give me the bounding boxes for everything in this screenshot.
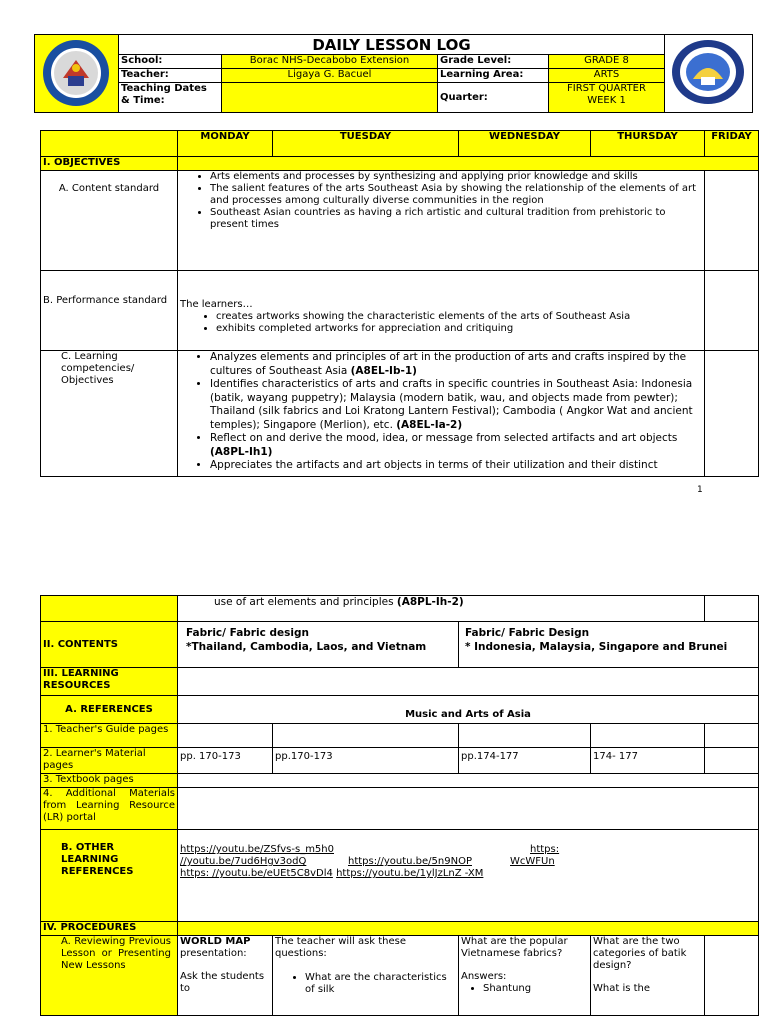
grade-value: GRADE 8	[549, 55, 665, 69]
contents-wed-thu: Fabric/ Fabric Design * Indonesia, Malaysia, Singapore and Brunei	[459, 622, 759, 668]
lm-label: 2. Learner's Material pages	[41, 748, 178, 774]
video-link[interactable]: https://youtu.be/1ylJzLnZ -XM	[336, 868, 484, 879]
right-logo-cell	[665, 35, 753, 113]
references-label: A. REFERENCES	[41, 696, 178, 724]
links-cell	[178, 830, 759, 922]
performance-list	[180, 311, 702, 335]
review-tuesday: The teacher will ask these questions: • What are the characteristics of silk	[273, 936, 459, 1016]
day-monday: MONDAY	[178, 131, 273, 157]
teacher-label: Teacher:	[119, 69, 222, 83]
video-link[interactable]: https://youtu.be/5n9NOP	[348, 856, 472, 867]
deped-seal-icon	[41, 38, 111, 108]
quarter-label: Quarter:	[438, 83, 549, 113]
competencies-label: C. Learning competencies/ Objectives	[41, 351, 178, 477]
day-wednesday: WEDNESDAY	[459, 131, 591, 157]
list-item: • Shantung	[483, 983, 588, 995]
dates-label: Teaching Dates & Time:	[119, 83, 222, 113]
lm-monday: pp. 170-173	[178, 748, 273, 774]
additional-label: 4. Additional Materials from Learning Resource (LR) portal	[41, 788, 178, 830]
list-item: • Analyzes elements and principles of art in the production of arts and crafts inspired by the cultures of Southeast Asia (A8EL-Ib-1)	[210, 351, 702, 378]
header-table	[34, 34, 753, 113]
lm-thursday: 174- 177	[591, 748, 705, 774]
day-tuesday: TUESDAY	[273, 131, 459, 157]
left-logo-cell	[35, 35, 119, 113]
teacher-value: Ligaya G. Bacuel	[222, 69, 438, 83]
video-link[interactable]: https: //youtu.be/eUEt5C8vDl4	[180, 868, 333, 879]
lm-wednesday: pp.174-177	[459, 748, 591, 774]
list-item: • exhibits completed artworks for appreciation and critiquing	[216, 323, 702, 335]
video-link[interactable]: WcWFUn	[510, 856, 555, 867]
area-label: Learning Area:	[438, 69, 549, 83]
list-item: • Reflect on and derive the mood, idea, or message from selected artifacts and art objects (A8PL-Ih1)	[210, 432, 702, 459]
page-number: 1	[697, 485, 703, 495]
contents-mon-tue: Fabric/ Fabric design *Thailand, Cambodia, Laos, and Vietnam	[178, 622, 459, 668]
page-title: DAILY LESSON LOG	[119, 35, 665, 55]
procedures-label: IV. PROCEDURES	[41, 922, 178, 936]
list-item: • Arts elements and processes by synthesizing and applying prior knowledge and skills	[210, 171, 702, 183]
video-link[interactable]: //youtu.be/7ud6Hgv3odQ	[180, 856, 307, 867]
review-label: A. Reviewing Previous Lesson or Presenting New Lessons	[41, 936, 178, 1016]
school-value: Borac NHS-Decabobo Extension	[222, 55, 438, 69]
resources-label: III. LEARNING RESOURCES	[41, 668, 178, 696]
list-item: • Identifies characteristics of arts and crafts in specific countries in Southeast Asia: Indonesia (batik, wayang puppetry); Malaysia (modern batik, wau, and objects made from pewter); Thailand (silk fabrics and Loi Kratong Lantern Festival); Cambodia ( Angkor Wat and ancient temples); Singapore (Merlion), etc. (A8EL-Ia-2)	[210, 378, 702, 432]
performance-intro: The learners…	[180, 299, 253, 310]
review-wednesday: What are the popular Vietnamese fabrics? Answers: • Shantung	[459, 936, 591, 1016]
contents-table	[40, 595, 759, 1016]
objectives-heading: I. OBJECTIVES	[41, 157, 178, 171]
video-link[interactable]: https:	[530, 844, 560, 855]
day-friday: FRIDAY	[705, 131, 759, 157]
continuation-cell: use of art elements and principles (A8PL-Ih-2)	[178, 596, 705, 622]
list-item: • What are the characteristics of silk	[305, 972, 456, 996]
school-seal-icon	[671, 39, 745, 105]
school-label: School:	[119, 55, 222, 69]
textbook-label: 3. Textbook pages	[41, 774, 178, 788]
list-item: • Southeast Asian countries as having a rich artistic and cultural tradition from prehistoric to present times	[210, 207, 702, 231]
content-standard-list	[180, 171, 702, 231]
competencies-cell	[178, 351, 705, 477]
content-standard-label: A. Content standard	[41, 171, 178, 271]
dates-value	[222, 83, 438, 113]
competencies-list	[180, 351, 702, 473]
tg-label: 1. Teacher's Guide pages	[41, 724, 178, 748]
video-link[interactable]: https://youtu.be/ZSfvs-s_m5h0	[180, 844, 334, 855]
area-value: ARTS	[549, 69, 665, 83]
content-standard-cell	[178, 171, 705, 271]
review-monday: WORLD MAP presentation: Ask the students to	[178, 936, 273, 1016]
other-references-label: B. OTHER LEARNING REFERENCES	[41, 830, 178, 922]
quarter-value: FIRST QUARTER WEEK 1	[549, 83, 665, 113]
grade-label: Grade Level:	[438, 55, 549, 69]
lm-tuesday: pp.170-173	[273, 748, 459, 774]
references-value: Music and Arts of Asia	[178, 696, 759, 724]
list-item: • The salient features of the arts Southeast Asia by showing the relationship of the elements of art and processes among culturally diverse communities in the region	[210, 183, 702, 207]
performance-standard-label: B. Performance standard	[41, 271, 178, 351]
list-item: • Appreciates the artifacts and art objects in terms of their utilization and their distinct	[210, 459, 702, 473]
review-thursday: What are the two categories of batik design? What is the	[591, 936, 705, 1016]
objectives-table	[40, 130, 759, 477]
list-item: • creates artworks showing the characteristic elements of the arts of Southeast Asia	[216, 311, 702, 323]
corner-cell	[41, 131, 178, 157]
contents-label: II. CONTENTS	[41, 622, 178, 668]
performance-standard-cell	[178, 271, 705, 351]
day-thursday: THURSDAY	[591, 131, 705, 157]
